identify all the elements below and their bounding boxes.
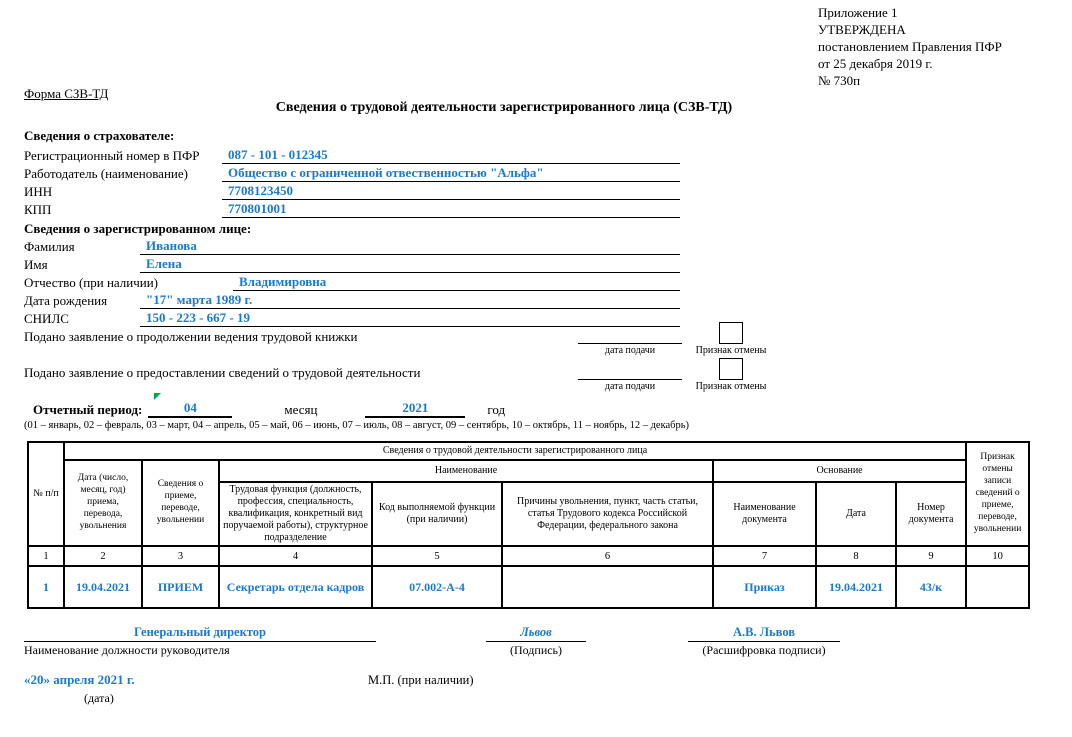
cancel-flag-group: [688, 322, 774, 356]
insurer-fields: [24, 146, 680, 218]
approval-line: УТВЕРЖДЕНА: [818, 22, 906, 37]
cell-comment-marker-icon: [154, 393, 161, 400]
col-number: 7: [713, 546, 816, 566]
cell-event-type[interactable]: ПРИЕМ: [142, 566, 219, 608]
field-row: [24, 291, 680, 309]
continue-workbook-cancel-checkbox[interactable]: [719, 322, 743, 344]
statement-continue-workbook: [0, 322, 1072, 362]
col-number: 3: [142, 546, 219, 566]
col-number: 10: [966, 546, 1029, 566]
cell-doc-date[interactable]: 19.04.2021: [816, 566, 896, 608]
month-caption: месяц: [284, 402, 318, 417]
field-row: [24, 237, 680, 255]
cell-function-code[interactable]: 07.002-А-4: [372, 566, 502, 608]
employer-field[interactable]: Общество с ограниченной отвественностью "Альфа": [222, 165, 680, 182]
col-number: 9: [896, 546, 966, 566]
cancel-flag-group: [688, 358, 774, 392]
col-number: 8: [816, 546, 896, 566]
signature-name-group: [688, 625, 840, 658]
reg-number-label: Регистрационный номер в ПФР: [24, 148, 200, 163]
patronymic-label: Отчество (при наличии): [24, 275, 159, 290]
col-header-doc-number: Номер документа: [896, 482, 966, 546]
cell-doc-name[interactable]: Приказ: [713, 566, 816, 608]
statement-provide-info: [0, 358, 1072, 398]
submission-date-field[interactable]: [578, 322, 682, 344]
statement-label: Подано заявление о предоставлении сведений о трудовой деятельности: [24, 365, 421, 380]
col-header-event: Сведения о приеме, переводе, увольнении: [142, 460, 219, 546]
year-caption: год: [487, 402, 506, 417]
col-number: 5: [372, 546, 502, 566]
inn-label: ИНН: [24, 184, 53, 199]
statement-label: Подано заявление о продолжении ведения трудовой книжки: [24, 329, 358, 344]
submission-date-group: [578, 358, 682, 392]
subgroup-header-name: Наименование: [219, 460, 713, 482]
col-number: 2: [64, 546, 142, 566]
page-title: Сведения о трудовой деятельности зарегистрированного лица (СЗВ-ТД): [275, 100, 733, 115]
months-legend: (01 – январь, 02 – февраль, 03 – март, 04 – апрель, 05 – май, 06 – июнь, 07 – июль, 08 – август, 09 – сентябрь, 10 – октябрь, 11 – ноябрь, 12 – декабрь): [24, 420, 690, 431]
col-header-job-function: Трудовая функция (должность, профессия, специальность, квалификация, конкретный вид поручаемой работы), структурное подразделение: [219, 482, 372, 546]
col-header-num: № п/п: [28, 442, 64, 546]
field-row: [24, 146, 680, 164]
col-header-cancel-flag: Признак отмены записи сведений о приеме, переводе, увольнении: [966, 442, 1029, 546]
employer-label: Работодатель (наименование): [24, 166, 188, 181]
table-group-header: Сведения о трудовой деятельности зарегистрированного лица: [64, 442, 966, 460]
cell-cancel-flag[interactable]: [966, 566, 1029, 608]
stamp-placeholder-label: М.П. (при наличии): [368, 673, 474, 687]
signature-caption: (Подпись): [509, 643, 563, 657]
director-position-field[interactable]: Генеральный директор: [24, 625, 376, 642]
reporting-period-row: [24, 396, 505, 418]
firstname-field[interactable]: Елена: [140, 256, 680, 273]
inn-field[interactable]: 7708123450: [222, 183, 680, 200]
cell-doc-number[interactable]: 43/к: [896, 566, 966, 608]
reporting-period-label: Отчетный период:: [33, 402, 143, 417]
col-header-function-code: Код выполняемой функции (при наличии): [372, 482, 502, 546]
col-number: 4: [219, 546, 372, 566]
snils-field[interactable]: 150 - 223 - 667 - 19: [140, 310, 680, 327]
col-header-doc-date: Дата: [816, 482, 896, 546]
firstname-label: Имя: [24, 257, 48, 272]
form-code-label: Форма СЗВ-ТД: [24, 86, 109, 101]
field-row: [24, 200, 680, 218]
table-row: [28, 566, 1029, 608]
kpp-field[interactable]: 770801001: [222, 201, 680, 218]
patronymic-field[interactable]: Владимировна: [233, 274, 680, 291]
cell-event-date[interactable]: 19.04.2021: [64, 566, 142, 608]
cancel-flag-caption: Признак отмены: [695, 345, 767, 356]
approval-line: Приложение 1: [818, 5, 898, 20]
cancel-flag-caption: Признак отмены: [695, 381, 767, 392]
birthdate-label: Дата рождения: [24, 293, 108, 308]
cell-job-function[interactable]: Секретарь отдела кадров: [219, 566, 372, 608]
approval-block: [818, 4, 1002, 89]
document-date-caption: (дата): [84, 691, 114, 705]
field-row: [24, 164, 680, 182]
approval-line: постановлением Правления ПФР: [818, 39, 1002, 54]
reg-number-field[interactable]: 087 - 101 - 012345: [222, 147, 680, 164]
report-month-field[interactable]: 04: [148, 400, 232, 418]
person-fields: [24, 237, 680, 327]
submission-date-caption: дата подачи: [604, 381, 656, 392]
position-caption: Наименование должности руководителя: [24, 643, 230, 657]
field-row: [24, 273, 680, 291]
signature-decipher-caption: (Расшифровка подписи): [702, 643, 826, 657]
birthdate-field[interactable]: "17" марта 1989 г.: [140, 292, 680, 309]
document-date-field[interactable]: «20» апреля 2021 г.: [24, 672, 135, 687]
col-header-doc-name: Наименование документа: [713, 482, 816, 546]
cell-dismissal-reason[interactable]: [502, 566, 713, 608]
approval-line: № 730п: [818, 73, 861, 88]
submission-date-field[interactable]: [578, 358, 682, 380]
submission-date-caption: дата подачи: [604, 345, 656, 356]
col-number: 6: [502, 546, 713, 566]
field-row: [24, 182, 680, 200]
subgroup-header-basis: Основание: [713, 460, 966, 482]
signature-position-group: [24, 625, 376, 658]
work-activity-table: [27, 441, 1030, 609]
col-header-date: Дата (число, месяц, год) приема, перевода, увольнения: [64, 460, 142, 546]
provide-info-cancel-checkbox[interactable]: [719, 358, 743, 380]
person-section-heading: Сведения о зарегистрированном лице:: [24, 221, 252, 236]
approval-line: от 25 декабря 2019 г.: [818, 56, 933, 71]
report-year-field[interactable]: 2021: [365, 400, 465, 418]
insurer-section-heading: Сведения о страхователе:: [24, 128, 175, 143]
surname-field[interactable]: Иванова: [140, 238, 680, 255]
signature-sign-group: [486, 625, 586, 658]
signature-decipher-field[interactable]: А.В. Львов: [688, 625, 840, 642]
snils-label: СНИЛС: [24, 311, 69, 326]
cell-row-num[interactable]: 1: [28, 566, 64, 608]
col-header-dismissal-reason: Причины увольнения, пункт, часть статьи, статья Трудового кодекса Российской Федерации, федерального закона: [502, 482, 713, 546]
kpp-label: КПП: [24, 202, 52, 217]
col-number: 1: [28, 546, 64, 566]
signature-field[interactable]: Львов: [486, 625, 586, 642]
field-row: [24, 255, 680, 273]
surname-label: Фамилия: [24, 239, 75, 254]
submission-date-group: [578, 322, 682, 356]
